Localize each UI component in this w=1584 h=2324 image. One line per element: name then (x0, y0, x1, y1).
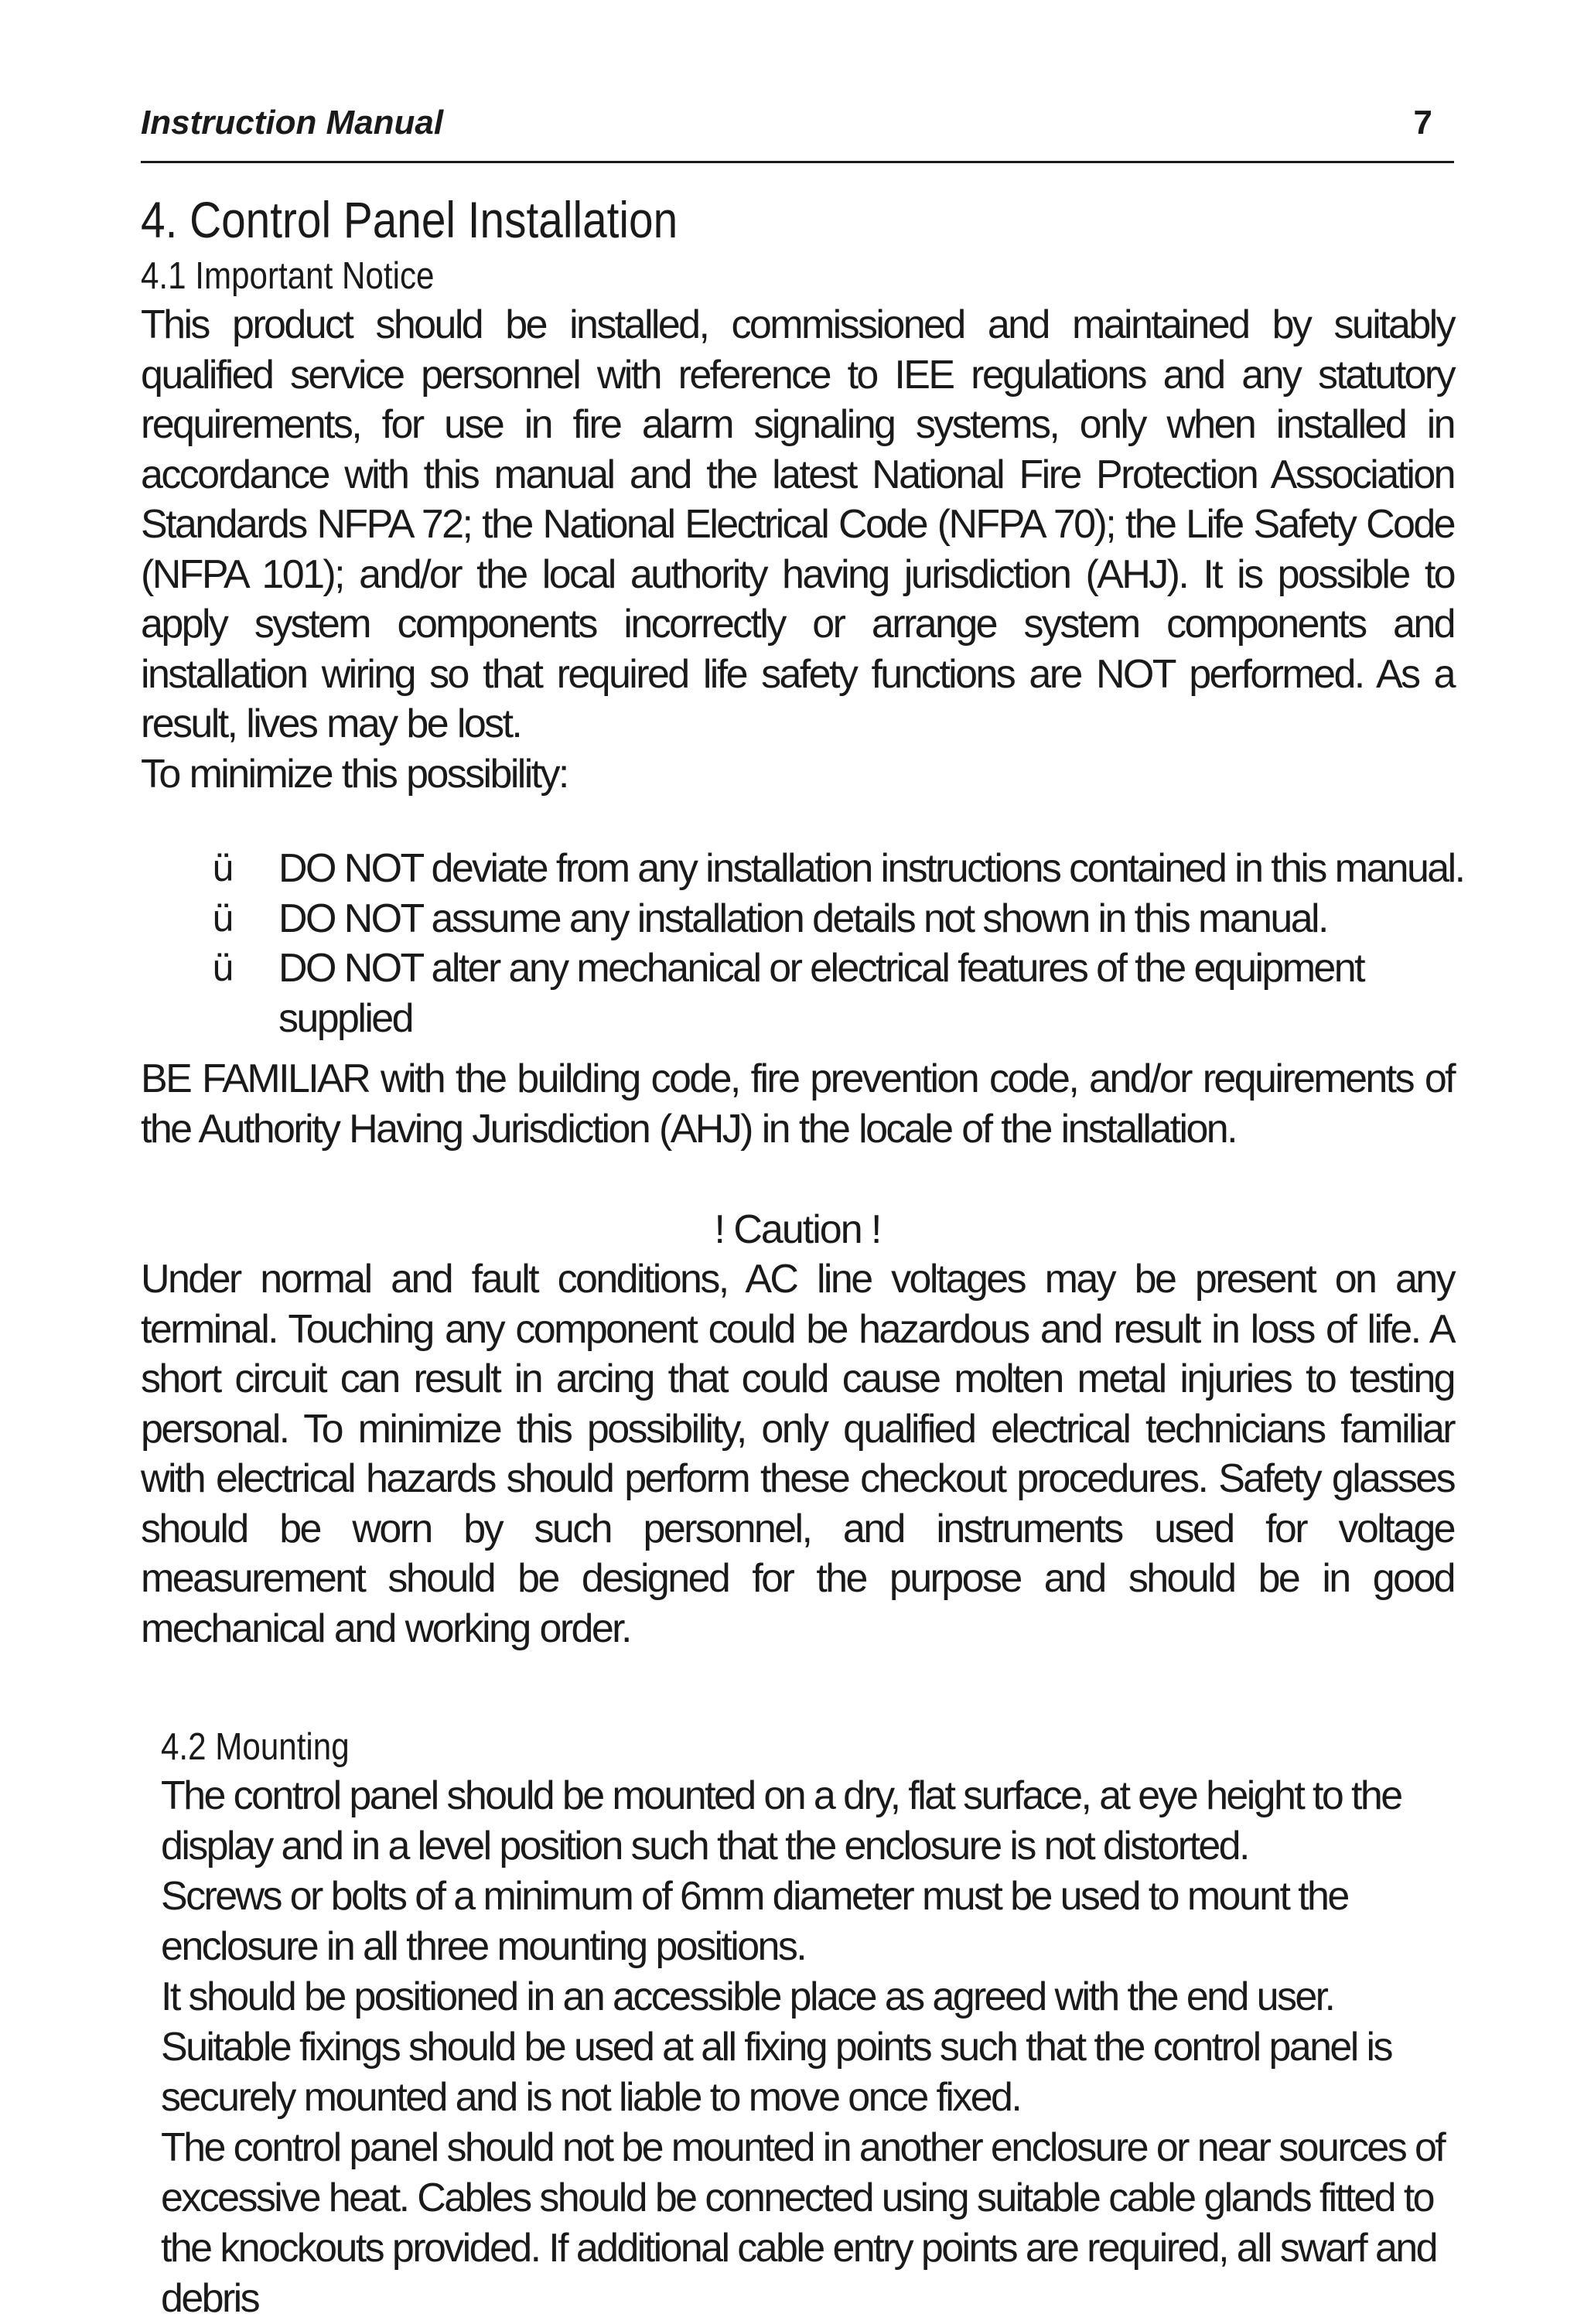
caution-paragraph-text: Under normal and fault conditions, AC line voltages may be present on any terminal. Touching any component could be hazardous and result in loss of life. A short circuit can result in arcing that could cause molten metal injuries to testing personal. To minimize this possibility, only qualified electrical technicians familiar with electrical hazards should perform these checkout procedures. Safety glasses should be worn by such personnel, and instruments used for voltage measurement should be designed for the purpose and should be in good mechanical and working order. (141, 1257, 1454, 1651)
minimize-intro-text: To minimize this possibility: (141, 751, 568, 797)
do-not-list (141, 844, 1464, 1043)
page-number: 7 (1413, 104, 1432, 142)
header-title: Instruction Manual (141, 104, 444, 142)
check-bullet-icon: ü (212, 897, 235, 940)
notice-heading: 4.1 Important Notice (141, 255, 435, 297)
notice-paragraph (141, 300, 1454, 749)
section-title: 4. Control Panel Installation (141, 191, 678, 248)
mounting-paragraph: Suitable fixings should be used at all fixing points such that the control panel is securely mounted and is not liable to move once fixed. (161, 2025, 1391, 2120)
minimize-intro (141, 749, 1454, 800)
page-content (141, 189, 1464, 2324)
familiar-paragraph (141, 1054, 1454, 1154)
check-bullet-icon: ü (212, 848, 235, 889)
list-item-text: DO NOT alter any mechanical or electrical features of the equipment supplied (278, 946, 1364, 1041)
mounting-paragraph: It should be positioned in an accessible place as agreed with the end user. (161, 1974, 1334, 2019)
mounting-paragraph: Screws or bolts of a minimum of 6mm diameter must be used to mount the enclosure in all three mounting positions. (161, 1874, 1348, 1969)
caution-title: ! Caution ! (714, 1207, 881, 1252)
caution-paragraph (141, 1254, 1454, 1653)
mounting-section (161, 1723, 1454, 2324)
list-item-text: DO NOT deviate from any installation instructions contained in this manual. (278, 846, 1464, 891)
check-bullet-icon: ü (212, 947, 235, 989)
mounting-paragraph: The control panel should not be mounted in another enclosure or near sources of excessive heat. Cables should be connected using suitable cable glands fitted to the knockouts provided. If additional cable entry points are required, all swarf and debris (161, 2125, 1445, 2321)
mounting-heading: 4.2 Mounting (161, 1726, 350, 1768)
page-header (141, 99, 1454, 163)
list-item-text: DO NOT assume any installation details not shown in this manual. (278, 896, 1327, 941)
mounting-paragraph: The control panel should be mounted on a dry, flat surface, at eye height to the display and in a level position such that the enclosure is not distorted. (161, 1773, 1401, 1868)
familiar-paragraph-text: BE FAMILIAR with the building code, fire prevention code, and/or requirements of the Authority Having Jurisdiction (AHJ) in the locale of the installation. (141, 1056, 1454, 1152)
list-item (141, 944, 1485, 1043)
notice-paragraph-text: This product should be installed, commissioned and maintained by suitably qualified service personnel with reference to IEE regulations and any statutory requirements, for use in fire alarm signaling systems, only when installed in accordance with this manual and the latest National Fire Protection Association Standards NFPA 72; the National Electrical Code (NFPA 70); the Life Safety Code (NFPA 101); and/or the local authority having jurisdiction (AHJ). It is possible to apply system components incorrectly or arrange system components and installation wiring so that required life safety functions are NOT performed. As a result, lives may be lost. (141, 302, 1454, 746)
list-item (141, 894, 1485, 944)
list-item (141, 844, 1485, 894)
